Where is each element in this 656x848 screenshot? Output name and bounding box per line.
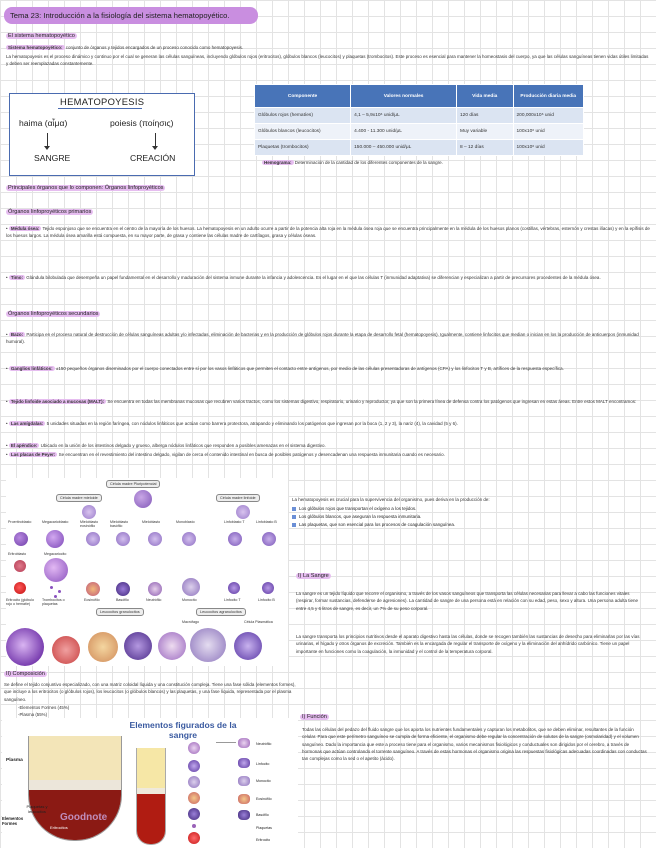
hemograma-text: Determinación de la cantidad de los diferentes componentes de la sangre. xyxy=(293,160,443,165)
diagram-label: Linfoblasto T xyxy=(224,520,245,524)
figure-title-line1: Elementos figurados de la xyxy=(129,720,237,730)
section-heading-organos xyxy=(6,184,165,192)
peyer-paragraph: • Las placas de Peyer: Se encuentran en el revestimiento del intestino delgado, vigilan de cerca el contenido intestinal en busca de posibles patógenos y desencadenan una respuesta inmunitaria cuando es necesario. xyxy=(6,452,445,457)
erythrocyte-icon xyxy=(14,582,26,594)
table-row xyxy=(255,140,584,156)
lymphocyte-detail-icon xyxy=(238,758,250,768)
table-header: Producción diaria media xyxy=(513,85,584,108)
table-cell: 120 días xyxy=(456,108,513,124)
table-cell: 4,1 – 5,9x10⁶ unid/μL xyxy=(351,108,457,124)
basophil-small-icon xyxy=(188,808,200,820)
composicion-item-elementos: -Elementos Formes (45%) xyxy=(18,705,70,710)
table-cell: Plaquetas (trombocitos) xyxy=(255,140,351,156)
large-cell-icon xyxy=(6,628,44,666)
primarios-heading-text: Órganos linfoproyéticos primarios xyxy=(8,209,92,215)
etymology-right-meaning: CREACIÓN xyxy=(130,153,176,163)
basophil-detail-icon xyxy=(238,810,250,820)
monocyte-small-icon xyxy=(188,776,200,788)
table-header-row xyxy=(255,85,584,108)
label-eritrocitos: Eritrocitos xyxy=(50,825,68,830)
blood-components-table xyxy=(254,84,584,156)
funcion-heading-text: I) Función xyxy=(302,714,327,720)
medula-label: Médula ósea: xyxy=(10,226,40,231)
megakaryoblast-icon xyxy=(46,530,64,548)
goodnotes-watermark: Goodnote xyxy=(60,812,108,823)
diagram-label: Linfocito B xyxy=(258,598,275,602)
apendice-text: Ubicado en la unión de los intestinos delgado y grueso, alberga nódulos linfáticos que responden a posibles amenazas en el sistema digestivo. xyxy=(39,443,326,448)
list-item: Los glóbulos blancos, que aseguran la respuesta inmunitaria. xyxy=(292,513,642,521)
monocyte-detail-icon xyxy=(238,776,250,786)
sistema-def-text: conjunto de órganos y tejidos encargados de un proceso conocido como hematopoyesis. xyxy=(64,45,244,50)
test-tube-large xyxy=(28,736,122,841)
diagram-label: Eritrocito (glóbulo rojo o hematíe) xyxy=(6,598,34,606)
side-label: Eritrocito xyxy=(256,838,271,842)
node-mieloide: Célula madre mieloide xyxy=(56,494,102,502)
node-agranulocitos: Leucocitos agranulocitos xyxy=(196,608,246,616)
diagram-label: Macrófago xyxy=(182,620,199,624)
amigdalas-paragraph: • Las amígdalas: 5 unidades situadas en la región faríngea, con nódulos linfáticos que actúan como barrera protectora, atrapando y eliminando los patógenos que ingresan por la boca (1, 2 y 3), la nariz (4), la cavidad (5 y 6). xyxy=(6,421,458,426)
etymology-right-word: poiesis (ποίησις) xyxy=(110,118,174,128)
side-label: Monocito xyxy=(256,779,271,783)
table-cell: 150.000 – 450.000 unid/μL xyxy=(351,140,457,156)
peyer-label: Las placas de Peyer: xyxy=(10,452,56,457)
subheading-secundarios xyxy=(6,310,100,318)
t-lymphoblast-icon xyxy=(228,532,242,546)
timo-paragraph: • Timo: Glándula bilobulada que desempeña un papel fundamental en el desarrollo y maduración del sistema inmune durante la infancia y adolescencia. Es el lugar en el que las células T (inmunidad adaptativa) se diferencian y especializan a partir de precursores procedentes de la médula ósea. xyxy=(6,275,601,280)
hemograma-definition xyxy=(262,159,592,166)
arrow-down-icon xyxy=(47,133,48,147)
etymology-left-word: haima (αἷμα) xyxy=(19,118,68,128)
bazo-label: Bazo: xyxy=(10,332,24,337)
diagram-label: Eritroblasto xyxy=(8,552,27,556)
pluripotent-cell-icon xyxy=(134,490,152,508)
page-title-text: Tema 23: Introducción a la fisiología del sistema hematopoyético. xyxy=(10,11,230,20)
hemograma-label: Hemograma: xyxy=(264,160,292,165)
diagram-label: Eosinófilo xyxy=(84,598,100,602)
label-elementos: Elementos Formes xyxy=(2,816,24,826)
medula-text: Tejido esponjoso que se encuentra en el centro de la mayoría de los huesos. La hematopoyesis en un adulto ocurre a partir de la potencia alta roja en la médula ósea roja que se encuentra principalmente en la médula de los huesos planos (costillas, vértebras, esternón y crestas ilíacas) y en la epífisis de los huesos largos. La médula ósea amarilla está compuesta, en su mayor parte, de grasa y contiene las células madre de cartílagos, grasa y células óseas. xyxy=(6,226,650,239)
erythrocyte-small-icon xyxy=(188,832,200,844)
node-pluripotent: Célula madre Pluripotencial xyxy=(106,480,160,488)
list-item: Los glóbulos rojos que transportan el oxígeno a los tejidos. xyxy=(292,505,642,513)
side-label: Basófilo xyxy=(256,813,269,817)
pointer-line xyxy=(216,742,236,743)
bazo-text: Participa en el proceso natural de destrucción de células sanguíneas adultas y/o infectadas, eliminación de bacterias y en la producción de glóbulos rojos durante la etapa de desarrollo fetal (hematopoyesis). Igualmente, contiene linfocitos que median o inician en los la producción de anticuerpos (inmunidad humoral). xyxy=(6,332,639,345)
node-granulocitos: Leucocitos granulocitos xyxy=(96,608,144,616)
eos-myeloblast-icon xyxy=(86,532,100,546)
platelet-small-icon xyxy=(192,824,196,828)
lymphocyte-small-icon xyxy=(188,760,200,772)
peyer-text: Se encuentran en el revestimiento del intestino delgado, vigilan de cerca el contenido intestinal en busca de posibles patógenos y desencadenan una respuesta inmunitaria cuando es necesario. xyxy=(57,452,445,457)
figure-title xyxy=(118,720,248,740)
red-cell-icon xyxy=(52,636,80,664)
macrophage-icon xyxy=(190,628,226,662)
table-cell: 4.400 - 11.300 unid/μL xyxy=(351,124,457,140)
medula-paragraph: • Médula ósea: Tejido esponjoso que se encuentra en el centro de la mayoría de los huesos. La hematopoyesis en un adulto ocurre a partir de la potencia alta roja en la médula ósea roja que se encuentra principalmente en la médula de los huesos planos (costillas, vértebras, esternón y crestas ilíacas) y en la epífisis de los huesos largos. La médula ósea amarilla está compuesta, en su mayor parte, de grasa y contiene las células madre de cartílagos, grasa y células óseas. xyxy=(6,226,650,239)
diagram-label: Megacariocito xyxy=(44,552,67,556)
diagram-label: Megacarioblasto xyxy=(42,520,69,524)
apendice-label: El apéndice: xyxy=(10,443,38,448)
diagram-label: Mieloblasto eosinófilo xyxy=(80,520,99,528)
production-list xyxy=(292,505,642,529)
diagram-label: Mieloblasto basófilo xyxy=(110,520,129,528)
table-cell: Muy variable xyxy=(456,124,513,140)
sangre-paragraph-2: La sangre transporta los principios nutritivos desde el aparato digestivo hasta las células, donde se recogen también las sustancias de desecho para eliminarlas por las vías urinarias, el hígado y otros órganos de excreción. También es la encargada de regular el transporte de oxígeno y la eliminación del anhídrido carbónico. Tiene un papel importante en funciones como la coagulación, la inmunidad y el control de la temperatura corporal. xyxy=(296,634,640,654)
eosinophil-small-icon xyxy=(188,792,200,804)
section-heading-sangre xyxy=(296,572,331,580)
malt-text: Se encuentra en todas las membranas mucosas que recubren varios tractos, como los sistemas digestivo, respiratorio, urinario y reproductor, ya que son la primera línea de defensa contra los patógenos que ingresan en estas áreas. Entre estos MALT encontramos: xyxy=(106,399,637,404)
etymology-left-meaning: SANGRE xyxy=(34,153,71,163)
platelet-icon xyxy=(50,586,53,589)
table-header: Vida media xyxy=(456,85,513,108)
malt-paragraph: • Tejido linfoide asociado a mucosas (MALT): Se encuentra en todas las membranas mucosas que recubren varios tractos, como los sistemas digestivo, respiratorio, urinario y reproductor, ya que son la primera línea de defensa contra los patógenos que ingresan en estas áreas. Entre estos MALT encontramos: xyxy=(6,399,637,404)
myeloid-cell-icon xyxy=(82,505,96,519)
table-cell: 200,000x10⁶ unid xyxy=(513,108,584,124)
malt-label: Tejido linfoide asociado a mucosas (MALT): xyxy=(10,399,105,404)
sistema-definition xyxy=(6,44,646,51)
monocyte-icon xyxy=(182,578,200,596)
eosinophil-large-icon xyxy=(88,632,118,662)
sangre-heading-text: I) La Sangre xyxy=(298,573,329,579)
diagram-label: Linfocito T xyxy=(224,598,241,602)
ganglios-paragraph: • Ganglios linfáticos: ±150 pequeños órganos diseminados por el cuerpo conectados entre sí por los vasos linfáticos que permiten el contacto entre antígenos, por medio de las células presentadoras de antígenos (CPA) y los linfocitos T y B, artífices de la respuesta específica. xyxy=(6,366,564,371)
organos-heading-text: Principales órganos que lo componen: Órganos linfoproyéticos xyxy=(8,185,164,191)
platelet-icon xyxy=(58,590,61,593)
composicion-item-plasma: -Plasma (55%) xyxy=(18,712,48,717)
table-row xyxy=(255,124,584,140)
diagram-label: Linfoblasto B xyxy=(256,520,277,524)
hematopoiesis-diagram xyxy=(6,478,288,666)
small-rbc-layer xyxy=(137,794,165,844)
arrow-down-icon xyxy=(155,133,156,147)
side-label: Linfocito xyxy=(256,762,270,766)
node-linfoide: Célula madre linfoide xyxy=(216,494,260,502)
side-label: Plaquetas xyxy=(256,826,272,830)
timo-label: Timo: xyxy=(10,275,23,280)
amigdalas-text: 5 unidades situadas en la región faríngea, con nódulos linfáticos que actúan como barrera protectora, atrapando y eliminando los patógenos que ingresan por la boca (1, 2 y 3), la nariz (4), la cavidad (5 y 6). xyxy=(45,421,458,426)
label-plasma: Plasma xyxy=(6,758,23,763)
neutrophil-icon xyxy=(148,582,162,596)
hematopoyesis-title: HEMATOPOYESIS xyxy=(60,96,145,107)
sistema-def-label: Sistema hematopoyético: xyxy=(8,45,63,50)
secundarios-heading-text: Órganos linfoproyéticos secundarios xyxy=(8,311,99,317)
page-title xyxy=(4,7,258,24)
sangre-paragraph-1: La sangre es un tejido líquido que recorre el organismo, a través de los vasos sanguíneos que transporta las células necesarias para llevar a cabo las funciones vitales (respirar, formar sustancias, defenderse de agresiones). La cantidad de sangre de una persona está en relación con su edad, peso, sexo y altura. Una persona adulta tiene entre 4,5 y 6 litros de sangre, es decir, un 7% de su peso corporal. xyxy=(296,591,638,611)
diagram-label: Mieloblasto xyxy=(142,520,161,524)
section-heading-funcion xyxy=(300,713,329,721)
basophil-large-icon xyxy=(124,632,152,660)
erythroblast-icon xyxy=(14,560,26,572)
diagram-label: Basófilo xyxy=(116,598,129,602)
buffy-layer xyxy=(29,780,121,790)
table-cell: Glóbulos blancos (leucocitos) xyxy=(255,124,351,140)
list-item: Las plaquetas, que son esencial para los procesos de coagulación sanguínea. xyxy=(292,521,642,529)
ganglios-label: Ganglios linfáticos: xyxy=(10,366,53,371)
table-row xyxy=(255,108,584,124)
hematopoyesis-underline xyxy=(58,108,142,109)
label-plaquetas: Plaquetas y leucocitos xyxy=(26,804,48,814)
table-header: Valores normales xyxy=(351,85,457,108)
side-label: Neutrófilo xyxy=(256,742,272,746)
apendice-paragraph: • El apéndice: Ubicado en la unión de los intestinos delgado y grueso, alberga nódulos linfáticos que responden a posibles amenazas en el sistema digestivo. xyxy=(6,443,326,448)
ganglios-text: ±150 pequeños órganos diseminados por el cuerpo conectados entre sí por los vasos linfáticos que permiten el contacto entre antígenos, por medio de las células presentadoras de antígenos (CPA) y los linfocitos T y B, artífices de la respuesta específica. xyxy=(54,366,564,371)
diagram-label: Monocito xyxy=(182,598,197,602)
subheading-primarios xyxy=(6,208,93,216)
figure-title-line2: sangre xyxy=(168,730,198,740)
section-heading-sistema xyxy=(6,32,77,40)
neutrophil-large-icon xyxy=(158,632,186,660)
sistema-paragraph: La hematopoyesis es el proceso dinámico y continuo por el cual se generan las células sanguíneas, incluyendo glóbulos rojos (eritrocitos), glóbulos blancos (leucocitos) y plaquetas (trombocitos). Este proceso es esencial para mantener la homeostasis del cuerpo, ya que las células sanguíneas tienen vidas útiles limitadas y deben ser reemplazadas constantemente. xyxy=(6,54,649,67)
b-lymphoblast-icon xyxy=(262,532,276,546)
b-lymphocyte-icon xyxy=(262,582,274,594)
baso-myeloblast-icon xyxy=(116,532,130,546)
diagram-label: Célula Plasmática xyxy=(244,620,273,624)
diagram-label: Proeritroblasto xyxy=(8,520,32,524)
timo-text: Glándula bilobulada que desempeña un papel fundamental en el desarrollo y maduración del sistema inmune durante la infancia y adolescencia. Es el lugar en el que las células T (inmunidad adaptativa) se diferencian y especializan a partir de precursores procedentes de la médula ósea. xyxy=(25,275,601,280)
neutrophil-small-icon xyxy=(188,742,200,754)
diagram-label: Trombocitos o plaquetas xyxy=(42,598,65,606)
eosinophil-detail-icon xyxy=(238,794,250,804)
neutrophil-detail-icon xyxy=(238,738,250,748)
section-heading-composicion xyxy=(4,670,47,678)
composicion-paragraph: Se define el tejido conjuntivo especializado, con una matriz coloidal líquida y una constitución compleja. Tiene una fase sólida (elementos formes), que incluye a los eritrocitos (o glóbulos rojos), los leucocitos (o glóbulos blancos) y las plaquetas, y una fase líquida, representada por el plasma sanguíneo. xyxy=(4,682,296,702)
myeloblast-icon xyxy=(148,532,162,546)
eosinophil-icon xyxy=(86,582,100,596)
table-cell: 100x10⁶ unid xyxy=(513,140,584,156)
lymphoid-cell-icon xyxy=(236,505,250,519)
proerythroblast-icon xyxy=(14,532,28,546)
small-plasma-layer xyxy=(137,748,165,788)
table-cell: Glóbulos rojos (hematíes) xyxy=(255,108,351,124)
t-lymphocyte-icon xyxy=(228,582,240,594)
plasma-cell-icon xyxy=(234,632,262,660)
hematopoyesis-production-intro: La hematopoyesis es crucial para la supervivencia del organismo, pues deriva en la producción de: xyxy=(292,497,490,502)
plasma-layer xyxy=(29,736,121,780)
elementos-figurados-figure xyxy=(2,718,298,848)
composicion-heading-text: II) Composición xyxy=(6,671,45,677)
diagram-label: Monoblasto xyxy=(176,520,195,524)
amigdalas-label: Las amígdalas: xyxy=(10,421,44,426)
test-tube-small xyxy=(136,748,166,845)
side-label: Eosinófilo xyxy=(256,797,272,801)
table-cell: 8 – 12 días xyxy=(456,140,513,156)
basophil-icon xyxy=(116,582,130,596)
sistema-heading-text: El sistema hematopoyético xyxy=(8,33,75,39)
bazo-paragraph: • Bazo: Participa en el proceso natural de destrucción de células sanguíneas adultas y/o infectadas, eliminación de bacterias y en la producción de glóbulos rojos durante la etapa de desarrollo fetal (hematopoyesis). Igualmente, contiene linfocitos que median o inician en los la producción de anticuerpos (inmunidad humoral). xyxy=(6,332,639,345)
diagram-label: Neutrófilo xyxy=(146,598,162,602)
funcion-paragraph: Todas las células del pedazo del fluido sangre que los aporta los nutrientes fundamentales y capturan los metabolitos, que se deben eliminar, resultantes de la función celular. Para que este perímetro sanguíneo se cumpla de forma eficiente, el organismo debe regular la concentración de solutos de la sangre (osmolaridad) y el volumen sanguíneo. Dado la importancia que este a proceso tiene para el organismo, varios mecanismos fisiológicos y conductuales son dirigidos por el cerebro, a través de hormonas que actúan controlando el torrente sanguíneo. A través de estas hormonas el organismo origina las respuestas fisiológicas adecuadas coordinadas con conductas tan complejas como la sed o el apetito (ácido). xyxy=(302,727,647,762)
table-cell: 100x10⁶ unid xyxy=(513,124,584,140)
monoblast-icon xyxy=(182,532,196,546)
megakaryocyte-icon xyxy=(44,558,68,582)
table-header: Componente xyxy=(255,85,351,108)
